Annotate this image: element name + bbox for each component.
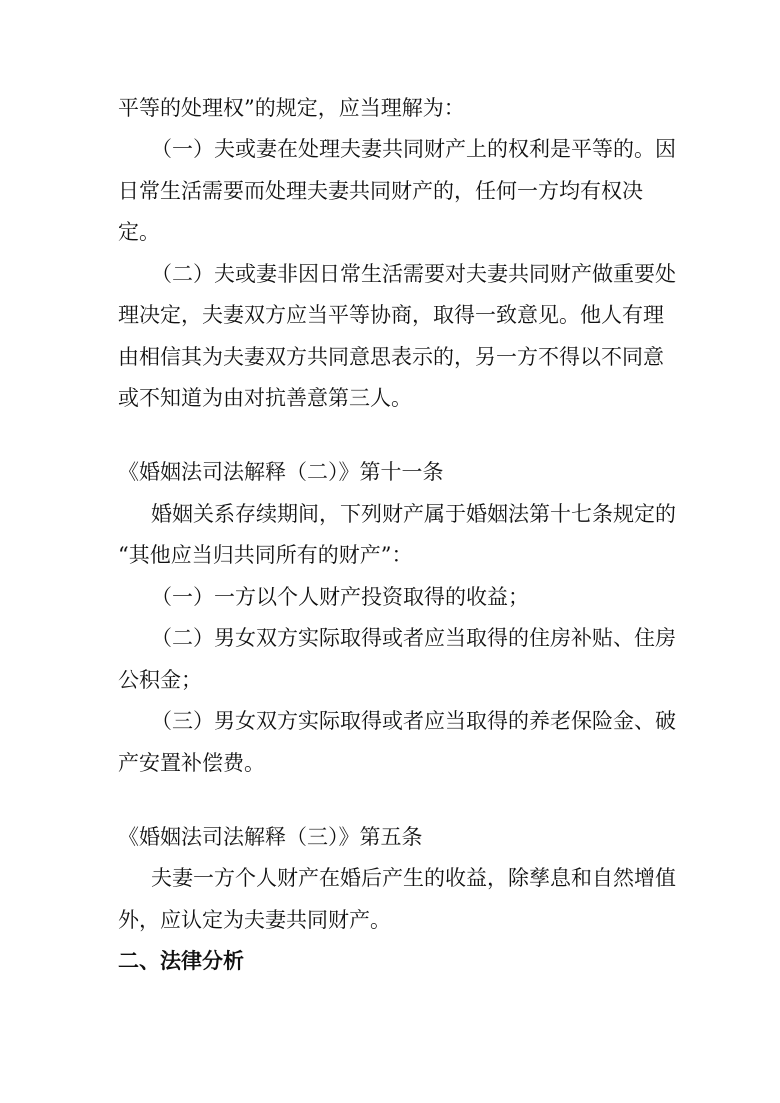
text-line: 婚姻关系存续期间，下列财产属于婚姻法第十七条规定的: [151, 502, 676, 526]
text-line: 平等的处理权”的规定，应当理解为：: [118, 96, 465, 120]
text-line: 外，应认定为夫妻共同财产。: [118, 908, 391, 932]
text-line: “其他应当归共同所有的财产”：: [118, 543, 413, 567]
section-heading: 《婚姻法司法解释（三）》第五条: [118, 825, 423, 849]
text-line: （一）夫或妻在处理夫妻共同财产上的权利是平等的。因: [151, 137, 676, 161]
text-line: 理决定，夫妻双方应当平等协商，取得一致意见。他人有理: [118, 303, 664, 327]
text-line: 定。: [118, 220, 160, 244]
text-line: 或不知道为由对抗善意第三人。: [118, 386, 412, 410]
text-line: （一）一方以个人财产投资取得的收益；: [151, 585, 529, 609]
text-line: 夫妻一方个人财产在婚后产生的收益，除孳息和自然增值: [151, 866, 676, 890]
text-line: （三）男女双方实际取得或者应当取得的养老保险金、破: [151, 709, 676, 733]
text-line: 由相信其为夫妻双方共同意思表示的，另一方不得以不同意: [118, 345, 664, 369]
text-line: （二）男女双方实际取得或者应当取得的住房补贴、住房: [151, 626, 676, 650]
text-line: 产安置补偿费。: [118, 751, 265, 775]
text-line: （二）夫或妻非因日常生活需要对夫妻共同财产做重要处: [151, 262, 676, 286]
text-line: 公积金；: [118, 668, 202, 692]
text-line: 日常生活需要而处理夫妻共同财产的，任何一方均有权决: [118, 179, 643, 203]
section-title: 二、法律分析: [118, 948, 244, 973]
section-heading: 《婚姻法司法解释（二）》第十一条: [118, 460, 444, 484]
